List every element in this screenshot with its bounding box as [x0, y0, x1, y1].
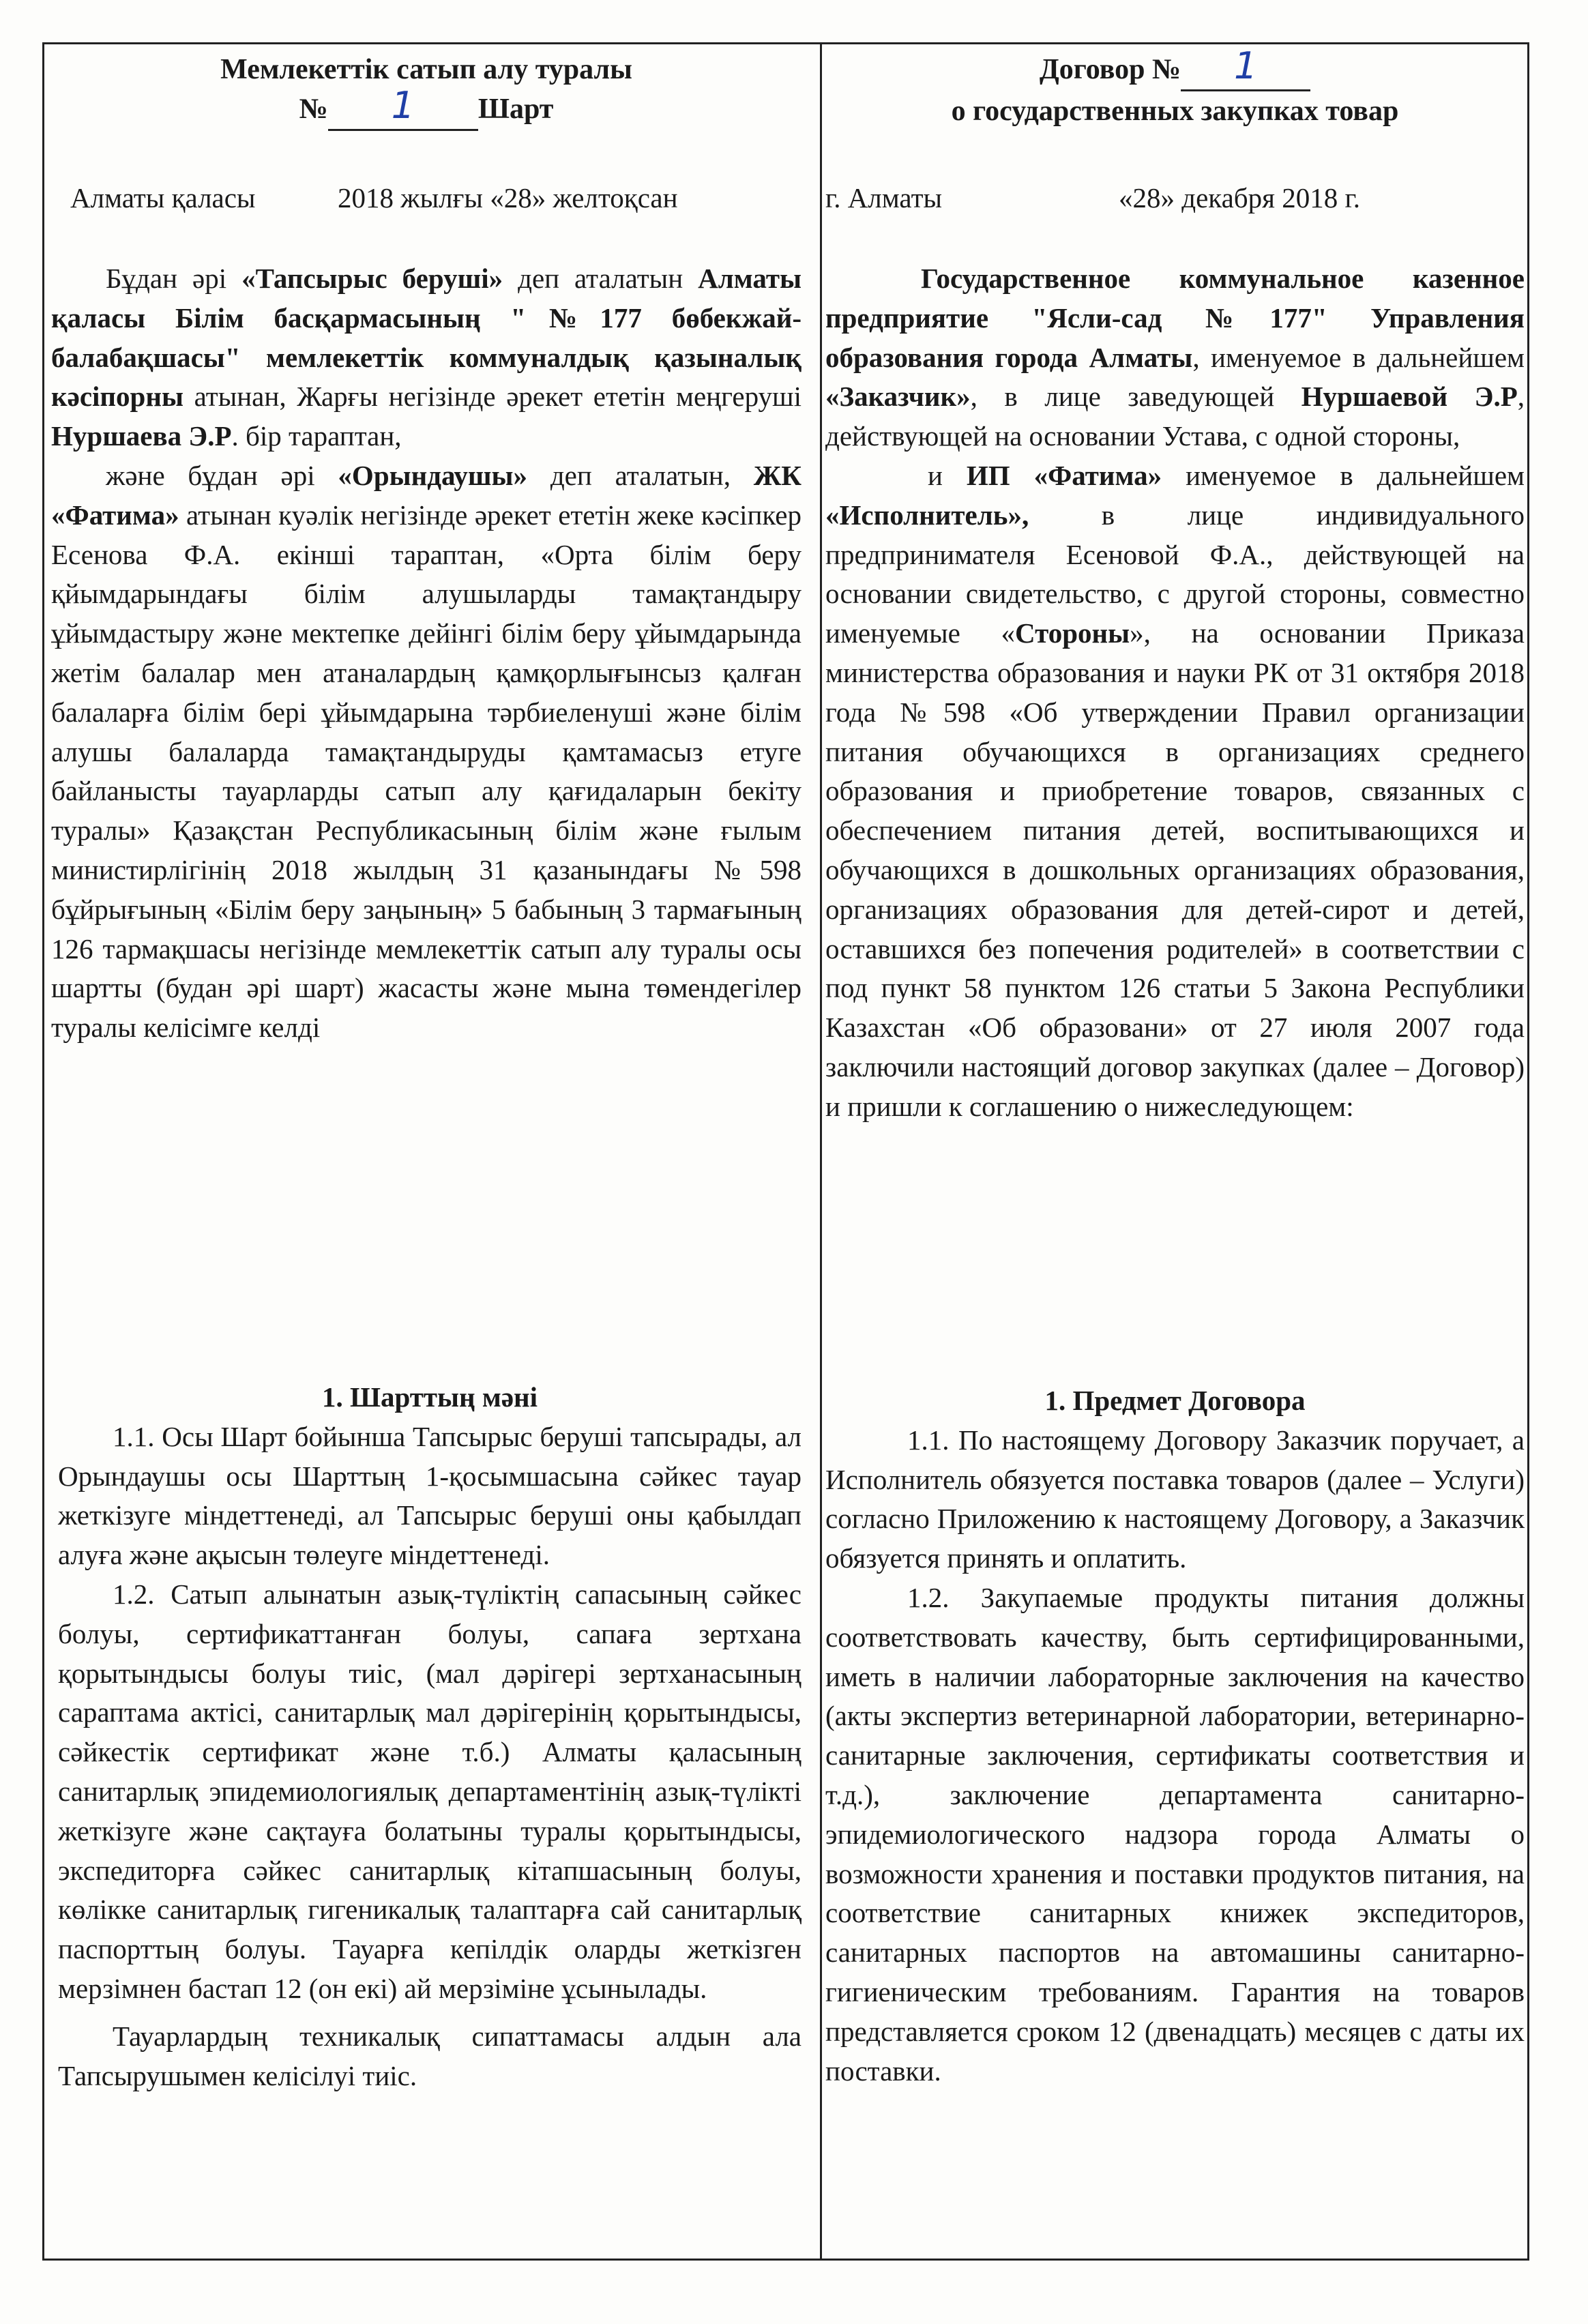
contract-sheet [42, 42, 1529, 2261]
ru-date: «28» декабря 2018 г. [1119, 182, 1360, 214]
kz-place-date [51, 179, 802, 218]
kz-title-suffix: Шарт [477, 93, 554, 125]
ru-title-line1 [825, 44, 1525, 91]
ru-clause-1-1: 1.1. По настоящему Договору Заказчик поручает, а Исполнитель обязуется поставка товаров (далее – Услуги) согласно Приложению к настоящему Договору, а Заказчик обязуется принять и оплатить. [825, 1424, 1525, 1574]
ru-contract-number: 1 [1181, 50, 1310, 91]
ru-city: г. Алматы [825, 182, 943, 214]
kz-date: 2018 жылғы «28» желтоқсан [338, 182, 678, 214]
ru-place-date [825, 179, 1525, 218]
ru-preamble-party2: и ИП «Фатима» именуемое в дальнейшем «Исполнитель», в лице индивидуального предпринимателя Есеновой Ф.А., действующей на основании свидетельство, с другой стороны, совместно именуемые «Стороны», на основании Приказа министерства образования и науки РК от 31 октября 2018 года №598 «Об утверждении Правил организации питания обучающихся в организациях среднего образования и приобретение товаров, связанных с обеспечением питания детей, воспитывающихся и обучающихся в дошкольных организациях образования, организациях образования для детей-сирот и детей, оставшихся без попечения родителей» в соответствии с под пункт 58 пунктом 126 статьи 5 Закона Республики Казахстан «Об образовани» от 27 июля 2007 года заключили настоящий договор закупках (далее – Договор) и пришли к соглашению о нижеследующем: [825, 459, 1525, 1122]
ru-preamble-party1: Государственное коммунальное казенное предприятие "Ясли-сад №177" Управления образования города Алматы, именуемое в дальнейшем «Заказчик», в лице заведующей Нуршаевой Э.Р, действующей на основании Устава, с одной стороны, [825, 263, 1525, 452]
kz-section-1 [58, 1378, 802, 2095]
ru-section-1 [825, 1381, 1525, 2091]
kz-city: Алматы қаласы [70, 182, 256, 214]
kz-preamble-party1: Бұдан әрі «Тапсырыс беруші» деп аталатын Алматы қаласы Білім басқармасының "№177 бөбекжай-балабақшасы" мемлекеттік коммуналдық қазыналық кәсіпорны атынан, Жарғы негізінде әрекет ететін меңгеруші Нуршаева Э.Р. бір тараптан, [51, 263, 802, 452]
column-divider [820, 44, 822, 2259]
kz-clause-1-2: 1.2. Сатып алынатын азық-түліктің сапасының сәйкес болуы, сертификаттанған болуы, сапаға зертхана қорытындысы болуы тиіс, (мал дәрігері зертханасының сараптама актісі, санитарлық мал дәрігерінің қорытындысы, сәйкестік сертификат және т.б.) Алматы қаласының санитарлық эпидемиологиялық департаментінің азық-түлікті жеткізуге және сақтауға болатыны туралы қорытындысы, экспедиторға сәйкес санитарлық кітапшасының болуы, көлікке санитарлық гигеникалық талаптарға сай санитарлық паспорттың болуы. Тауарға кепілдік оларды жеткізген мерзімнен бастап 12 (он екі) ай мерзіміне ұсынылады. [58, 1578, 802, 2004]
kz-section-1-title: 1. Шарттың мәні [321, 1381, 538, 1413]
kazakh-column [51, 44, 802, 2091]
ru-section-1-title: 1. Предмет Договора [1044, 1385, 1306, 1416]
ru-title-prefix: Договор № [1039, 54, 1181, 85]
kz-title-no: № [299, 93, 328, 125]
kz-title-line2 [51, 84, 802, 131]
kz-preamble-party2: және бұдан әрі «Орындаушы» деп аталатын, ЖК «Фатима» атынан куәлік негізінде әрекет ететін жеке кәсіпкер Есенова Ф.А. екінші тараптан, «Орта білім беру қйымдарындағы білім алушыларды тамақтандыру ұйымдастыру және мектепке дейінгі білім беру ұйымдарында жетім балалар мен атаналардың қамқорлығынсыз қалған балаларға білім бері ұйымдарына тәрбиеленуші және білім алушы балаларда тамақтандыруды қамтамасыз етуге байланысты тауарларды сатып алу қағидаларын бекіту туралы» Қазақстан Республикасының білім және ғылым министирлігінің 2018 жылдың 31 қазанындағы №598 бұйрығының «Білім беру заңының» 5 бабының 3 тармағының 126 тармақшасы негізінде мемлекеттік сатып алу туралы осы шартты (будан әрі шарт) жасасты және мына төмендегілер туралы келісімге келді [51, 459, 802, 1044]
kz-contract-number: 1 [328, 89, 478, 131]
kz-title-line1: Мемлекеттік сатып алу туралы [220, 54, 632, 85]
kz-clause-1-3: Тауарлардың техникалық сипаттамасы алдын ала Тапсырушымен келісілуі тиіс. [58, 2020, 802, 2091]
ru-title-line2: о государственных закупках товар [951, 95, 1399, 127]
russian-column [825, 44, 1525, 2087]
kz-clause-1-1: 1.1. Осы Шарт бойынша Тапсырыс беруші тапсырады, ал Орындаушы осы Шарттың 1-қосымшасына сәйкес тауар жеткізуге міндеттенеді, ал Тапсырыс беруші оны қабылдап алуға және ақысын төлеуге міндеттенеді. [58, 1420, 802, 1571]
ru-clause-1-2: 1.2. Закупаемые продукты питания должны соответствовать качеству, быть сертифицированными, иметь в наличии лабораторные заключения на качество (акты экспертиз ветеринарной лаборатории, ветеринарно-санитарные заключения, сертификаты соответствия и т.д.), заключение департамента санитарно-эпидемиологического надзора города Алматы о возможности хранения и поставки продуктов питания, на соответствие санитарных книжек экспедиторов, санитарных паспортов на автомашины санитарно-гигиеническим требованиям. Гарантия на товаров представляется сроком 12 (двенадцать) месяцев с даты их поставки. [825, 1581, 1525, 2087]
